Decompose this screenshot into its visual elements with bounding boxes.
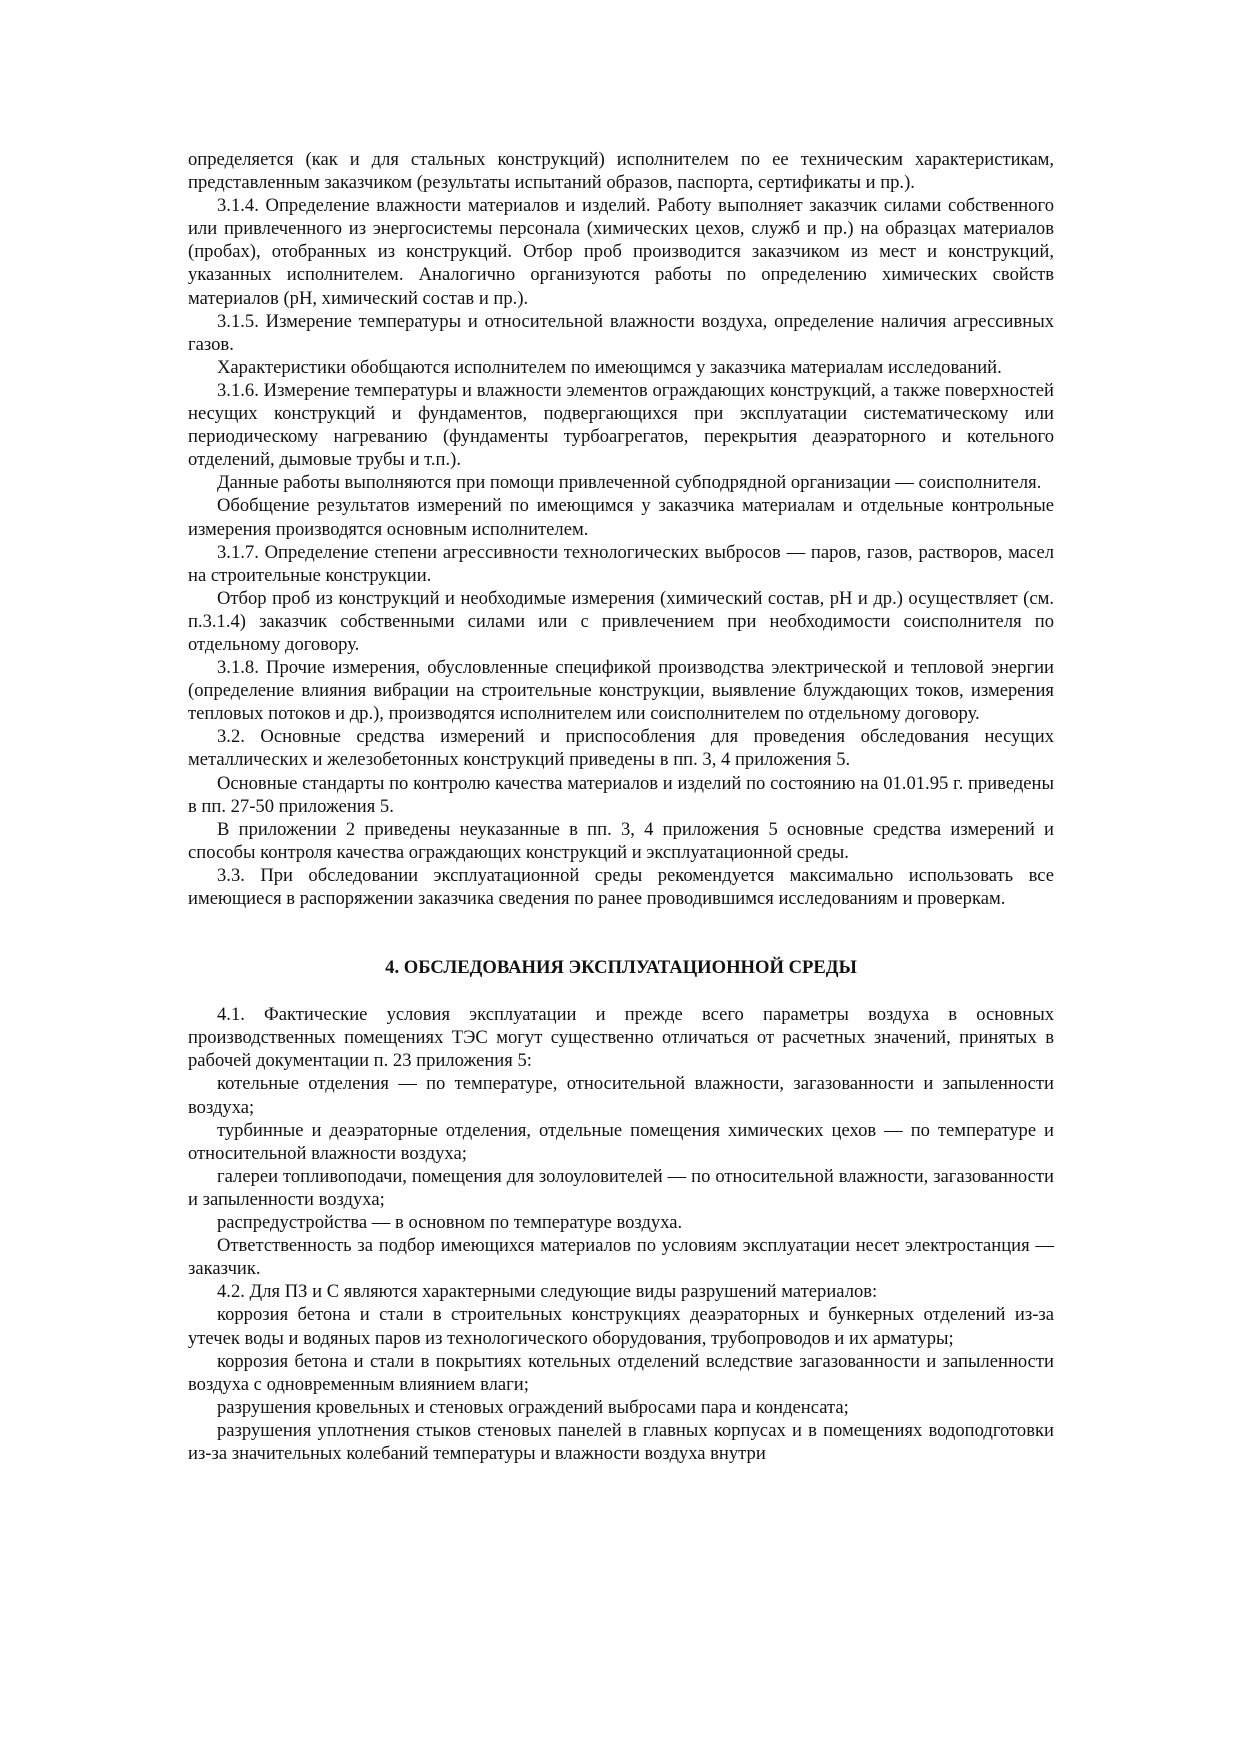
section-3-body xyxy=(188,148,1054,910)
paragraph: Отбор проб из конструкций и необходимые измерения (химический состав, pH и др.) осуществляет (см. п.3.1.4) заказчик собственными силами или с привлечением при необходимости соисполнителя по отдельному договору. xyxy=(188,587,1054,655)
paragraph: 4.1. Фактические условия эксплуатации и прежде всего параметры воздуха в основных производственных помещениях ТЭС могут существенно отличаться от расчетных значений, принятых в рабочей документации п. 23 приложения 5: xyxy=(188,1004,1054,1072)
paragraph: определяется (как и для стальных конструкций) исполнителем по ее техническим характеристикам, представленным заказчиком (результаты испытаний образов, паспорта, сертификаты и пр.). xyxy=(188,149,1054,194)
paragraph: Данные работы выполняются при помощи привлеченной субподрядной организации — соисполнителя. xyxy=(217,472,1042,494)
paragraph: Ответственность за подбор имеющихся материалов по условиям эксплуатации несет электростанция — заказчик. xyxy=(188,1235,1054,1280)
list-item: галереи топливоподачи, помещения для золоуловителей — по относительной влажности, загазованности и запыленности воздуха; xyxy=(188,1165,1054,1210)
paragraph: 3.1.7. Определение степени агрессивности технологических выбросов — паров, газов, растворов, масел на строительные конструкции. xyxy=(188,541,1054,586)
paragraph: Основные стандарты по контролю качества материалов и изделий по состоянию на 01.01.95 г. приведены в пп. 27-50 приложения 5. xyxy=(188,772,1054,817)
paragraph: 3.2. Основные средства измерений и приспособления для проведения обследования несущих металлических и железобетонных конструкций приведены в пп. 3, 4 приложения 5. xyxy=(188,726,1054,771)
document-page xyxy=(188,148,1054,1465)
list-item: турбинные и деаэраторные отделения, отдельные помещения химических цехов — по температуре и относительной влажности воздуха; xyxy=(188,1119,1054,1164)
paragraph: 3.1.6. Измерение температуры и влажности элементов ограждающих конструкций, а также поверхностей несущих конструкций и фундаментов, подвергающихся при эксплуатации систематическому или периодическому нагреванию (фундаменты турбоагрегатов, перекрытия деаэраторного и котельного отделений, дымовые трубы и т.п.). xyxy=(188,379,1054,471)
list-item: коррозия бетона и стали в покрытиях котельных отделений вследствие загазованности и запыленности воздуха с одновременным влиянием влаги; xyxy=(188,1350,1054,1395)
section-4-heading: 4. ОБСЛЕДОВАНИЯ ЭКСПЛУАТАЦИОННОЙ СРЕДЫ xyxy=(385,957,857,979)
list-item: распредустройства — в основном по температуре воздуха. xyxy=(217,1212,683,1234)
paragraph: 4.2. Для ПЗ и С являются характерными следующие виды разрушений материалов: xyxy=(217,1281,878,1303)
list-item: разрушения уплотнения стыков стеновых панелей в главных корпусах и в помещениях водоподготовки из-за значительных колебаний температуры и влажности воздуха внутри xyxy=(188,1419,1054,1464)
paragraph: В приложении 2 приведены неуказанные в пп. 3, 4 приложения 5 основные средства измерений и способы контроля качества ограждающих конструкций и эксплуатационной среды. xyxy=(188,818,1054,863)
paragraph: 3.3. При обследовании эксплуатационной среды рекомендуется максимально использовать все имеющиеся в распоряжении заказчика сведения по ранее проводившимся исследованиям и проверкам. xyxy=(188,864,1054,909)
paragraph: 3.1.8. Прочие измерения, обусловленные спецификой производства электрической и тепловой энергии (определение влияния вибрации на строительные конструкции, выявление блуждающих токов, измерения тепловых потоков и др.), производятся исполнителем или соисполнителем по отдельному договору. xyxy=(188,657,1054,725)
list-item: коррозия бетона и стали в строительных конструкциях деаэраторных и бункерных отделений из-за утечек воды и водяных паров из технологического оборудования, трубопроводов и их арматуры; xyxy=(188,1304,1054,1349)
paragraph: Обобщение результатов измерений по имеющимся у заказчика материалам и отдельные контрольные измерения производятся основным исполнителем. xyxy=(188,495,1054,540)
section-4-body xyxy=(188,1003,1054,1465)
paragraph: Характеристики обобщаются исполнителем по имеющимся у заказчика материалам исследований. xyxy=(217,356,1002,378)
list-item: котельные отделения — по температуре, относительной влажности, загазованности и запыленности воздуха; xyxy=(188,1073,1054,1118)
paragraph: 3.1.5. Измерение температуры и относительной влажности воздуха, определение наличия агрессивных газов. xyxy=(188,310,1054,355)
paragraph: 3.1.4. Определение влажности материалов и изделий. Работу выполняет заказчик силами собственного или привлеченного из энергосистемы персонала (химических цехов, служб и пр.) на образцах материалов (пробах), отобранных из конструкций. Отбор проб производится заказчиком из мест и конструкций, указанных исполнителем. Аналогично организуются работы по определению химических свойств материалов (pH, химический состав и пр.). xyxy=(188,195,1054,309)
list-item: разрушения кровельных и стеновых ограждений выбросами пара и конденсата; xyxy=(217,1396,849,1418)
